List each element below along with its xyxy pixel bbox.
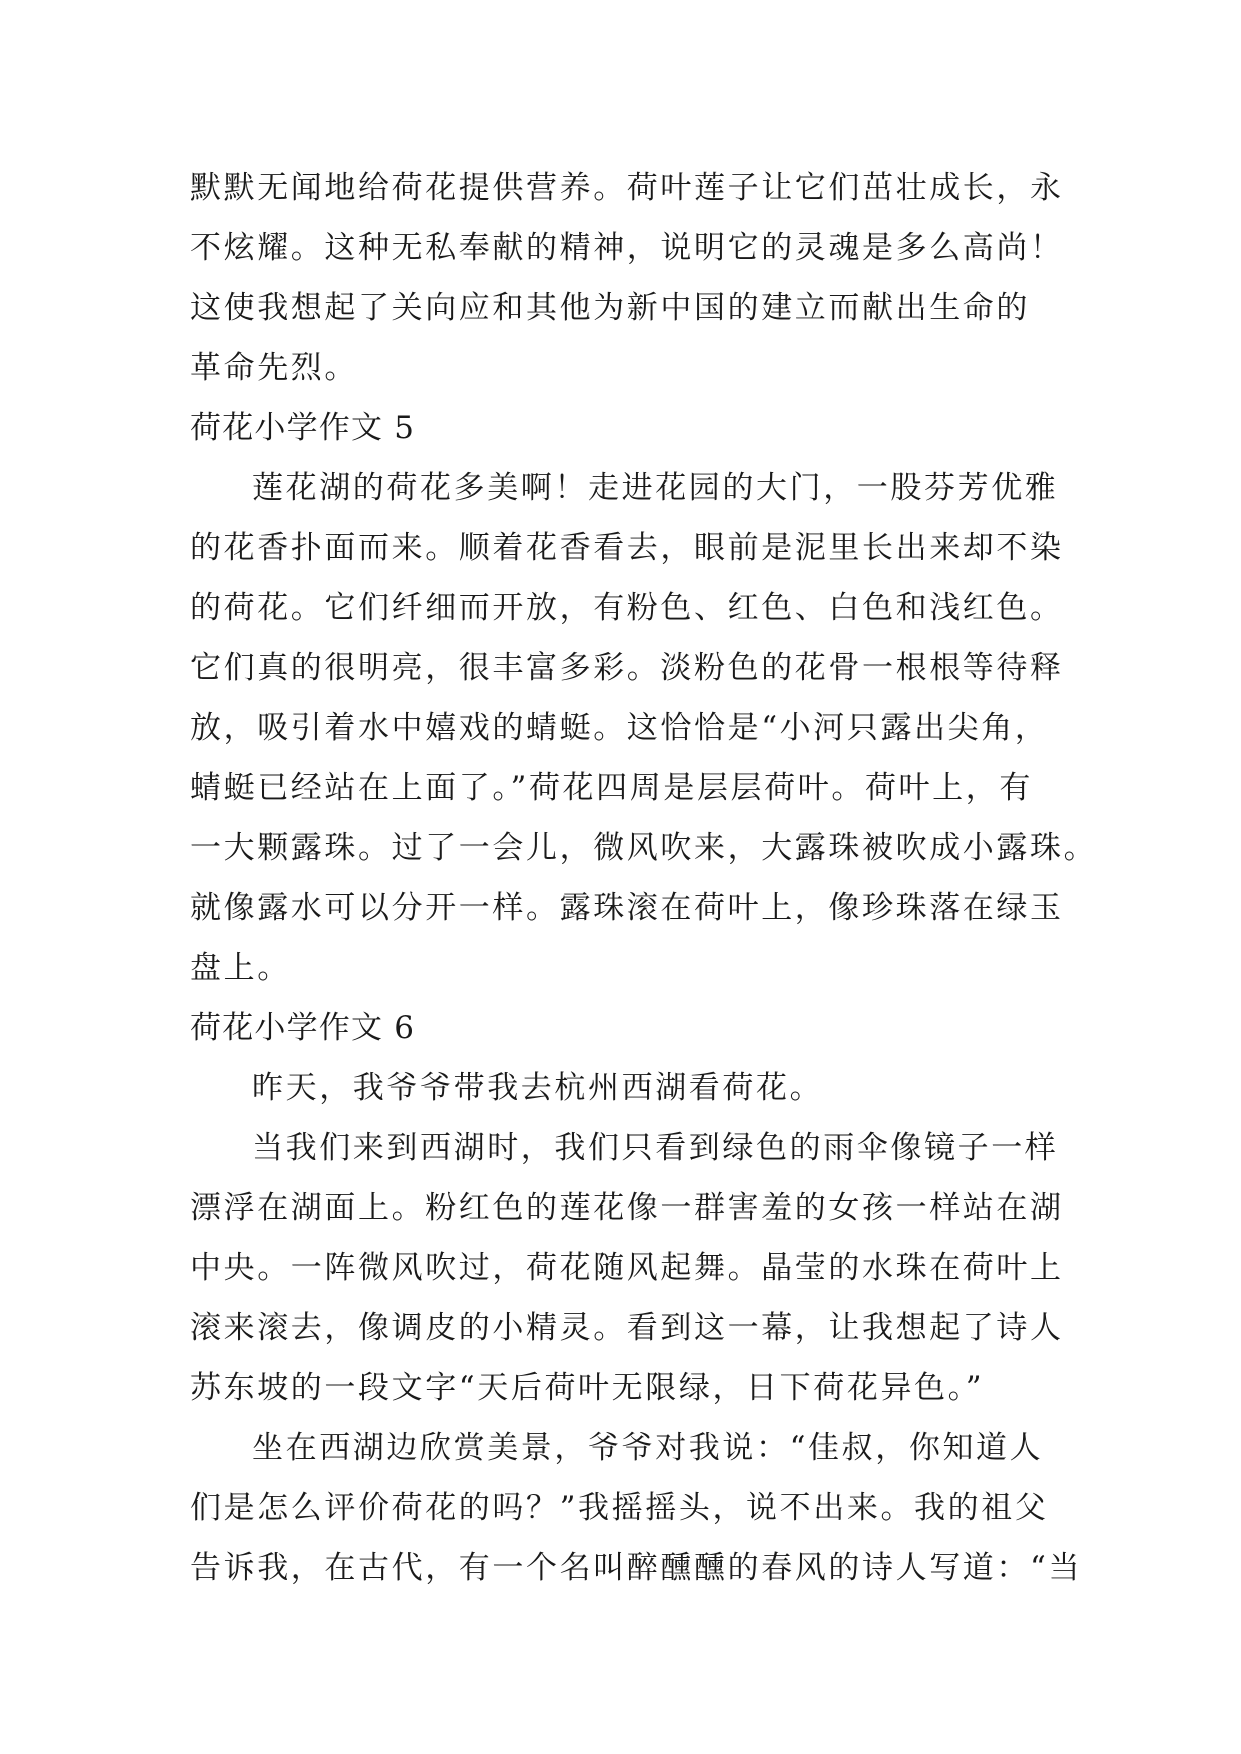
text-line: 一大颗露珠。过了一会儿，微风吹来，大露珠被吹成小露珠。 [190,830,1098,866]
text-line: 革命先烈。 [190,350,358,386]
text-line: 告诉我，在古代，有一个名叫醉醺醺的春风的诗人写道：“当 [190,1550,1083,1586]
text-line: 滚来滚去，像调皮的小精灵。看到这一幕，让我想起了诗人 [190,1310,1064,1346]
text-line: 不炫耀。这种无私奉献的精神，说明它的灵魂是多么高尚！ [190,230,1064,266]
document-body [190,158,1098,1598]
text-line: 漂浮在湖面上。粉红色的莲花像一群害羞的女孩一样站在湖 [190,1190,1064,1226]
text-line: 中央。一阵微风吹过，荷花随风起舞。晶莹的水珠在荷叶上 [190,1250,1064,1286]
text-line: 就像露水可以分开一样。露珠滚在荷叶上，像珍珠落在绿玉 [190,890,1064,926]
text-line: 这使我想起了关向应和其他为新中国的建立而献出生命的 [190,290,1030,326]
text-line: 的花香扑面而来。顺着花香看去，眼前是泥里长出来却不染 [190,530,1064,566]
text-line: 莲花湖的荷花多美啊！走进花园的大门，一股芬芳优雅 [252,470,1059,506]
text-line: 们是怎么评价荷花的吗？”我摇摇头，说不出来。我的祖父 [190,1490,1049,1526]
text-line: 它们真的很明亮，很丰富多彩。淡粉色的花骨一根根等待释 [190,650,1064,686]
text-line: 昨天，我爷爷带我去杭州西湖看荷花。 [252,1070,824,1106]
section-heading: 荷花小学作文 6 [190,1010,416,1046]
text-line: 蜻蜓已经站在上面了。”荷花四周是层层荷叶。荷叶上，有 [190,770,1033,806]
text-line: 坐在西湖边欣赏美景，爷爷对我说：“佳叔，你知道人 [252,1430,1044,1466]
text-line: 盘上。 [190,950,291,986]
text-line: 的荷花。它们纤细而开放，有粉色、红色、白色和浅红色。 [190,590,1064,626]
text-line: 苏东坡的一段文字“天后荷叶无限绿，日下荷花异色。” [190,1370,985,1406]
text-line: 默默无闻地给荷花提供营养。荷叶莲子让它们茁壮成长，永 [190,170,1064,206]
text-line: 放，吸引着水中嬉戏的蜻蜓。这恰恰是“小河只露出尖角， [190,710,1049,746]
text-line: 当我们来到西湖时，我们只看到绿色的雨伞像镜子一样 [252,1130,1059,1166]
section-heading: 荷花小学作文 5 [190,410,416,446]
